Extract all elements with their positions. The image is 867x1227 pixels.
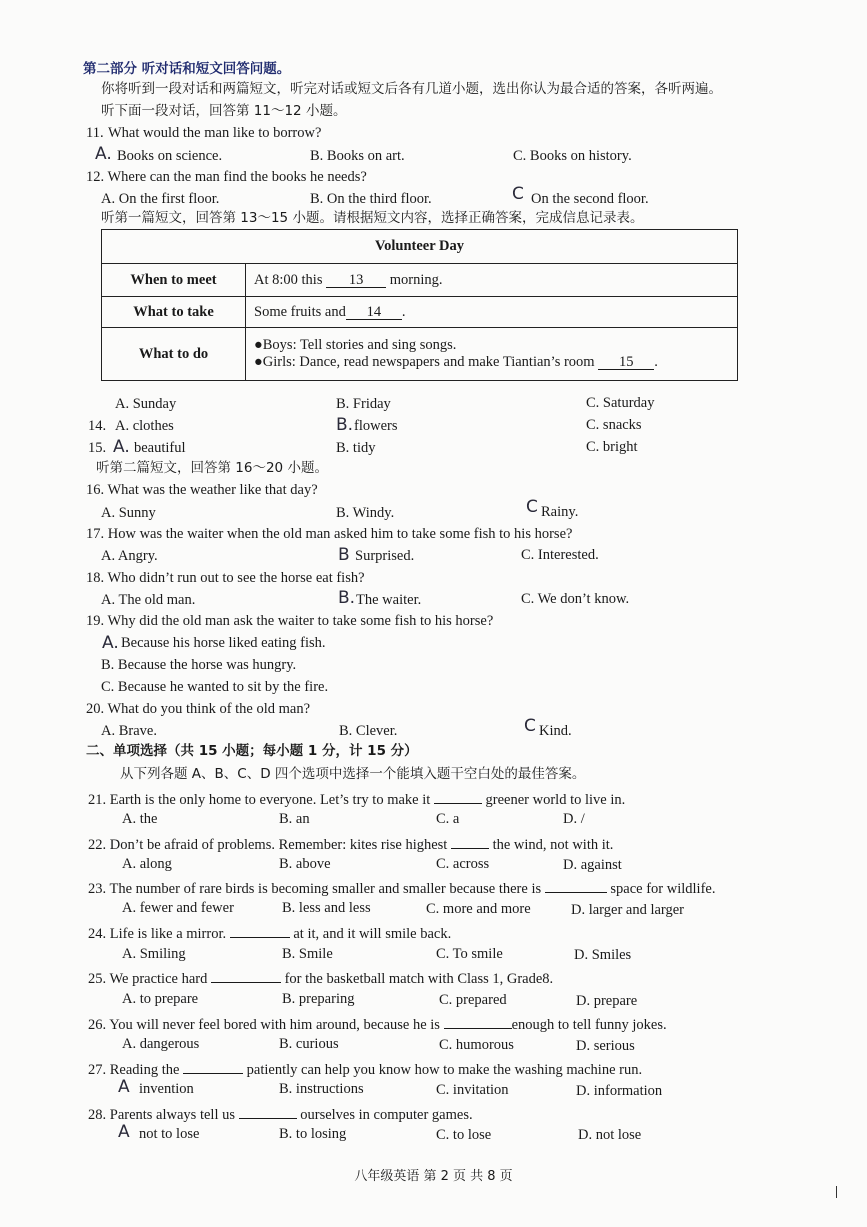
q28-answer-mark: A xyxy=(118,1122,130,1142)
q22-option-d: D. against xyxy=(563,857,622,873)
scan-mark xyxy=(836,1186,837,1198)
q24-option-a: A. Smiling xyxy=(122,946,186,962)
q27-option-c: C. invitation xyxy=(436,1082,509,1098)
q17-stem: 17. How was the waiter when the old man asked him to take some fish to his horse? xyxy=(86,526,573,542)
q19-answer-mark: A. xyxy=(102,633,119,653)
q16-option-c: Rainy. xyxy=(541,504,579,520)
q21-option-c: C. a xyxy=(436,811,460,827)
q27-post: patiently can help you know how to make the washing machine run. xyxy=(246,1062,643,1078)
q21-pre: 21. Earth is the only home to everyone. Let’s try to make it xyxy=(88,792,431,808)
instructions-2: 听下面一段对话，回答第 11～12 小题。 xyxy=(101,103,347,119)
q21-option-a: A. the xyxy=(122,811,158,827)
q17-option-a: A. Angry. xyxy=(101,548,158,564)
q26-blank xyxy=(444,1013,512,1029)
q23-option-d: D. larger and larger xyxy=(571,902,684,918)
q15-option-a: beautiful xyxy=(134,440,186,456)
q20-option-c: Kind. xyxy=(539,723,572,739)
q20-answer-mark: C xyxy=(524,716,536,736)
page-footer: 八年级英语 第 2 页 共 8 页 xyxy=(354,1169,513,1184)
q28-option-d: D. not lose xyxy=(578,1127,642,1143)
q28-option-a: not to lose xyxy=(139,1126,200,1142)
section-title: 第二部分 听对话和短文回答问题。 xyxy=(83,61,291,77)
table-title: Volunteer Day xyxy=(102,230,738,264)
q23-option-a: A. fewer and fewer xyxy=(122,900,234,916)
q24-blank xyxy=(230,922,290,938)
q11-stem: What would the man like to borrow? xyxy=(108,125,322,141)
q22-pre: 22. Don’t be afraid of problems. Remember: kites rise highest xyxy=(88,837,448,853)
q12-option-b: B. On the third floor. xyxy=(310,191,432,207)
q14-number: 14. xyxy=(88,418,107,434)
q28-post: ourselves in computer games. xyxy=(300,1107,473,1123)
q20-option-a: A. Brave. xyxy=(101,723,157,739)
q22-blank xyxy=(451,833,489,849)
q21-post: greener world to live in. xyxy=(485,792,626,808)
q23-option-c: C. more and more xyxy=(426,901,531,917)
q11-answer-mark: A. xyxy=(95,144,112,164)
q19-option-b: B. Because the horse was hungry. xyxy=(101,657,297,673)
row-label-take: What to take xyxy=(102,297,246,328)
q21-option-d: D. / xyxy=(563,811,585,827)
q25-pre: 25. We practice hard xyxy=(88,971,208,987)
q15-option-c: C. bright xyxy=(586,439,638,455)
q20-option-b: B. Clever. xyxy=(339,723,398,739)
q28-option-c: C. to lose xyxy=(436,1127,492,1143)
volunteer-table xyxy=(101,229,738,381)
q12-answer-mark: C xyxy=(512,184,524,204)
q24-post: at it, and it will smile back. xyxy=(293,926,452,942)
row-label-when: When to meet xyxy=(102,264,246,297)
q17-answer-mark: B xyxy=(338,545,350,565)
q16-option-a: A. Sunny xyxy=(101,505,156,521)
q16-stem: 16. What was the weather like that day? xyxy=(86,482,318,498)
q14-option-a: A. clothes xyxy=(115,418,174,434)
q12-option-c: On the second floor. xyxy=(531,191,649,207)
q24-stem xyxy=(88,922,451,943)
q12-option-a: A. On the first floor. xyxy=(101,191,220,207)
q18-option-b: The waiter. xyxy=(356,592,422,608)
row-take-post: . xyxy=(401,303,406,320)
q28-pre: 28. Parents always tell us xyxy=(88,1107,235,1123)
q24-pre: 24. Life is like a mirror. xyxy=(88,926,227,942)
q23-post: space for wildlife. xyxy=(610,881,716,897)
row-when-content xyxy=(246,264,738,297)
q22-option-b: B. above xyxy=(279,856,331,872)
q26-stem xyxy=(88,1013,667,1034)
row-do-boys: ●Boys: Tell stories and sing songs. xyxy=(254,337,457,353)
q16-answer-mark: C xyxy=(526,497,538,517)
q25-option-a: A. to prepare xyxy=(122,991,199,1007)
q22-option-c: C. across xyxy=(436,856,490,872)
blank-14: 14 xyxy=(346,304,402,320)
q19-option-a: Because his horse liked eating fish. xyxy=(121,635,326,651)
q11-option-c: C. Books on history. xyxy=(513,148,632,164)
q20-stem: 20. What do you think of the old man? xyxy=(86,701,311,717)
q24-option-c: C. To smile xyxy=(436,946,503,962)
row-do-content xyxy=(246,328,738,381)
q26-post: enough to tell funny jokes. xyxy=(511,1017,667,1033)
q25-post: for the basketball match with Class 1, Grade8. xyxy=(284,971,554,987)
q26-pre: 26. You will never feel bored with him around, because he is xyxy=(88,1017,440,1033)
row-when-post: morning. xyxy=(389,271,443,288)
q26-option-c: C. humorous xyxy=(439,1037,514,1053)
row-do-girls xyxy=(254,354,729,371)
blank-13: 13 xyxy=(326,272,386,288)
q27-stem xyxy=(88,1058,642,1079)
q25-blank xyxy=(211,967,281,983)
q11-option-a: Books on science. xyxy=(117,148,223,164)
part2-instructions: 从下列各题 A、B、C、D 四个选项中选择一个能填入题干空白处的最佳答案。 xyxy=(120,766,586,782)
q26-option-a: A. dangerous xyxy=(122,1036,200,1052)
q13-option-b: B. Friday xyxy=(336,396,391,412)
q22-post: the wind, not with it. xyxy=(492,837,614,853)
q28-blank xyxy=(239,1103,297,1119)
blank-15: 15 xyxy=(598,354,654,370)
q28-option-b: B. to losing xyxy=(279,1126,347,1142)
q22-stem xyxy=(88,833,613,854)
q15-number: 15. xyxy=(88,440,107,456)
q18-option-a: A. The old man. xyxy=(101,592,196,608)
q12-stem: 12. Where can the man find the books he needs? xyxy=(86,169,367,185)
q21-stem xyxy=(88,788,625,809)
q23-stem xyxy=(88,877,715,898)
q27-option-a: invention xyxy=(139,1081,194,1097)
q13-option-c: C. Saturday xyxy=(586,395,655,411)
q23-pre: 23. The number of rare birds is becoming smaller and smaller because there is xyxy=(88,881,542,897)
q16-option-b: B. Windy. xyxy=(336,505,395,521)
q15-option-b: B. tidy xyxy=(336,440,376,456)
q26-option-d: D. serious xyxy=(576,1038,635,1054)
row-take-content xyxy=(246,297,738,328)
q27-option-d: D. information xyxy=(576,1083,663,1099)
q19-option-c: C. Because he wanted to sit by the fire. xyxy=(101,679,329,695)
instructions-1: 你将听到一段对话和两篇短文，听完对话或短文后各有几道小题，选出你认为最合适的答案，各听两遍。 xyxy=(101,81,722,97)
q17-option-b: Surprised. xyxy=(355,548,415,564)
q14-answer-mark: B. xyxy=(336,415,354,435)
q25-stem xyxy=(88,967,553,988)
q17-option-c: C. Interested. xyxy=(521,547,599,563)
q15-answer-mark: A. xyxy=(113,437,130,457)
q25-option-d: D. prepare xyxy=(576,993,638,1009)
q22-option-a: A. along xyxy=(122,856,172,872)
q21-blank xyxy=(434,788,482,804)
q11-number: 11. xyxy=(86,125,104,141)
row-do-girls-text: ●Girls: Dance, read newspapers and make Tiantian’s room xyxy=(254,354,595,370)
q25-option-b: B. preparing xyxy=(282,991,355,1007)
q27-answer-mark: A xyxy=(118,1077,130,1097)
q24-option-d: D. Smiles xyxy=(574,947,632,963)
q23-option-b: B. less and less xyxy=(282,900,371,916)
q14-option-b: flowers xyxy=(354,418,398,434)
instructions-3: 听第一篇短文，回答第 13～15 小题。请根据短文内容，选择正确答案，完成信息记录表。 xyxy=(101,210,644,226)
q27-blank xyxy=(183,1058,243,1074)
instructions-4: 听第二篇短文，回答第 16～20 小题。 xyxy=(96,460,328,476)
q13-option-a: A. Sunday xyxy=(115,396,177,412)
row-take-pre: Some fruits and xyxy=(254,303,346,320)
q28-stem xyxy=(88,1103,473,1124)
q18-option-c: C. We don’t know. xyxy=(521,591,630,607)
q26-option-b: B. curious xyxy=(279,1036,339,1052)
q18-answer-mark: B. xyxy=(338,588,356,608)
q25-option-c: C. prepared xyxy=(439,992,507,1008)
q19-stem: 19. Why did the old man ask the waiter to take some fish to his horse? xyxy=(86,613,494,629)
q14-option-c: C. snacks xyxy=(586,417,642,433)
row-when-pre: At 8:00 this xyxy=(254,271,323,288)
q24-option-b: B. Smile xyxy=(282,946,333,962)
q23-blank xyxy=(545,877,607,893)
q11-option-b: B. Books on art. xyxy=(310,148,405,164)
row-do-girls-post: . xyxy=(654,354,658,370)
q18-stem: 18. Who didn’t run out to see the horse eat fish? xyxy=(86,570,365,586)
q21-option-b: B. an xyxy=(279,811,310,827)
q27-option-b: B. instructions xyxy=(279,1081,364,1097)
q27-pre: 27. Reading the xyxy=(88,1062,180,1078)
part2-title: 二、单项选择（共 15 小题；每小题 1 分，计 15 分） xyxy=(86,743,418,759)
row-label-do: What to do xyxy=(102,328,246,381)
